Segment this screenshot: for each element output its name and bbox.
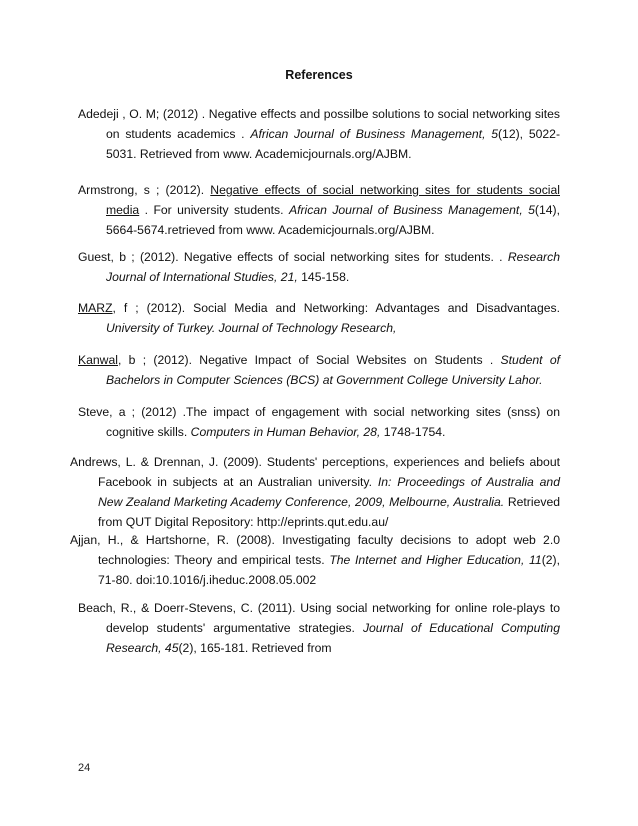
ref-journal: African Journal of Business Management, 5 (250, 127, 498, 141)
reference-beach (78, 598, 560, 658)
page-title: References (285, 68, 353, 82)
ref-journal: University of Turkey. Journal of Technology Research, (106, 321, 397, 335)
ref-text: Armstrong, s ; (2012). (78, 183, 211, 197)
reference-kanwal (78, 350, 560, 390)
ref-text: 1748-1754. (380, 425, 446, 439)
reference-marz (78, 298, 560, 338)
reference-armstrong (78, 180, 560, 240)
ref-text: (2), 71-80. doi:10.1016/j.iheduc.2008.05.002 (98, 553, 560, 587)
ref-text: , b ; (2012). Negative Impact of Social Websites on Students . (117, 353, 501, 367)
ref-journal: The Internet and Higher Education, 11 (329, 553, 542, 567)
reference-ajjan (70, 530, 560, 590)
ref-journal: Journal of Educational Computing Research, 45 (106, 621, 560, 655)
ref-author-underlined: MARZ (78, 301, 113, 315)
reference-steve (78, 402, 560, 442)
ref-journal: Student of Bachelors in Computer Sciences (BCS) at Government College University Lahor. (106, 353, 560, 387)
ref-text: Adedeji , O. M; (2012) . Negative effects and possilbe solutions to social networking sites on students academics . (78, 107, 560, 141)
ref-journal: African Journal of Business Management, 5 (288, 203, 535, 217)
ref-text: Steve, a ; (2012) .The impact of engagement with social networking sites (snss) on cognitive skills. (78, 405, 560, 439)
ref-journal: Computers in Human Behavior, 28, (190, 425, 381, 439)
ref-journal: Research Journal of International Studies, 21, (106, 250, 560, 284)
reference-adedeji (78, 104, 560, 164)
ref-text: . For university students. (139, 203, 289, 217)
ref-text: Guest, b ; (2012). Negative effects of social networking sites for students. . (78, 250, 508, 264)
ref-journal: In: Proceedings of Australia and New Zealand Marketing Academy Conference, 2009, Melbourne, Australia. (98, 475, 560, 509)
ref-text: Andrews, L. & Drennan, J. (2009). Students' perceptions, experiences and beliefs about Facebook in subjects at an Australian university. (70, 455, 560, 489)
ref-text: (12), 5022-5031. Retrieved from www. Academicjournals.org/AJBM. (106, 127, 560, 161)
ref-text: (2), 165-181. Retrieved from (178, 641, 332, 655)
ref-text: Retrieved from QUT Digital Repository: http://eprints.qut.edu.au/ (98, 495, 560, 529)
ref-text: 145-158. (297, 270, 350, 284)
ref-text: Ajjan, H., & Hartshorne, R. (2008). Investigating faculty decisions to adopt web 2.0 technologies: Theory and empirical tests. (70, 533, 560, 567)
page-number: 24 (78, 762, 91, 774)
ref-author-underlined: Kanwal (78, 353, 118, 367)
ref-text: , f ; (2012). Social Media and Networking: Advantages and Disadvantages. (112, 301, 560, 315)
reference-guest (78, 247, 560, 287)
ref-text: (14), 5664-5674.retrieved from www. Academicjournals.org/AJBM. (106, 203, 560, 237)
ref-text: Beach, R., & Doerr-Stevens, C. (2011). Using social networking for online role-plays to develop students' argumentative strategies. (78, 601, 560, 635)
ref-title-underlined: Negative effects of social networking sites for students social media (106, 183, 560, 217)
reference-andrews (70, 452, 560, 532)
